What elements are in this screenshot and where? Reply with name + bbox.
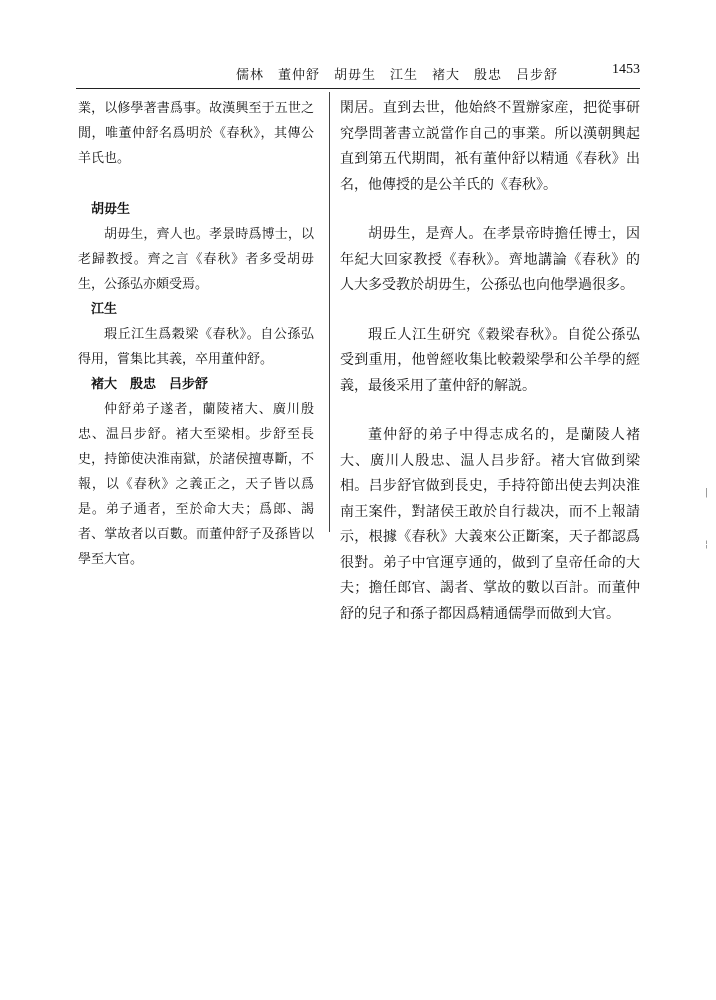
original-paragraph-1: 業，以修學著書爲事。故漢興至于五世之閒，唯董仲舒名爲明於《春秋》，其傳公羊氏也。 [78, 101, 314, 166]
margin-mark: ¦ [704, 540, 708, 550]
translation-paragraph-1: 閑居。直到去世，他始終不置辦家産，把從事研究學問著書立説當作自己的事業。所以漢朝興起直到第五代期間，衹有董仲舒以精通《春秋》出名，他傳授的是公羊氏的《春秋》。 [340, 100, 640, 193]
column-divider [329, 92, 330, 532]
section-heading-chuda: 褚大 殷忠 吕步舒 [91, 377, 209, 392]
translation-paragraph-4: 董仲舒的弟子中得志成名的，是蘭陵人褚大、廣川人殷忠、温人吕步舒。褚大官做到梁相。吕步舒官做到長史，手持符節出使去判决淮南王案件，對諸侯王敢於自行裁决，而不上報請示，根據《春秋》大義來公正斷案，天子都認爲很對。弟子中官運亨通的，做到了皇帝任命的大夫；擔任郎官、謁者、掌故的數以百計。而董仲舒的兒子和孫子都因爲精通儒學而做到大官。 [340, 427, 640, 622]
section-heading-humusheng: 胡毋生 [91, 202, 131, 217]
original-paragraph-2: 胡毋生，齊人也。孝景時爲博士，以老歸教授。齊之言《春秋》者多受胡毋生，公孫弘亦頗受焉。 [78, 227, 314, 292]
original-paragraph-4: 仲舒弟子遂者，蘭陵褚大、廣川殷忠、温吕步舒。褚大至梁相。步舒至長史，持節使决淮南獄，於諸侯擅專斷，不報，以《春秋》之義正之，天子皆以爲是。弟子通者，至於命大夫；爲郎、謁者、掌故者以百數。而董仲舒子及孫皆以學至大官。 [78, 402, 314, 567]
page-number: 1453 [612, 62, 640, 77]
running-title: 儒林 董仲舒 胡毋生 江生 褚大 殷忠 吕步舒 [236, 68, 559, 83]
section-heading-jiangsheng: 江生 [91, 302, 118, 317]
margin-mark: | [704, 488, 708, 498]
running-header [76, 62, 640, 84]
translation-column [340, 96, 640, 627]
header-rule [76, 88, 640, 89]
translation-paragraph-3: 瑕丘人江生研究《穀梁春秋》。自從公孫弘受到重用，他曾經收集比較穀梁學和公羊學的經義，最後采用了董仲舒的解説。 [340, 326, 640, 394]
original-paragraph-3: 瑕丘江生爲穀梁《春秋》。自公孫弘得用，嘗集比其義，卒用董仲舒。 [78, 327, 314, 367]
original-text-column [78, 96, 314, 572]
translation-paragraph-2: 胡毋生，是齊人。在孝景帝時擔任博士，因年紀大回家教授《春秋》。齊地講論《春秋》的人大多受教於胡毋生，公孫弘也向他學過很多。 [340, 226, 640, 293]
